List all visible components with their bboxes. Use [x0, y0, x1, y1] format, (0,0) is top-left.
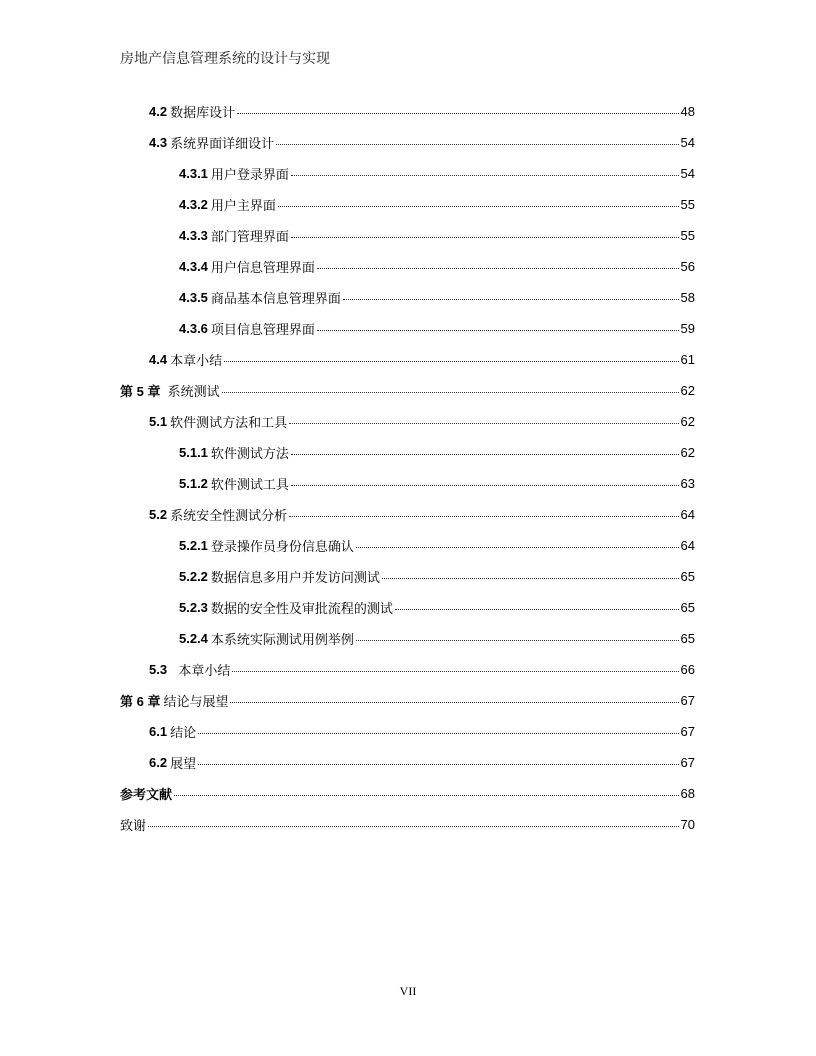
toc-entry-title: 用户主界面	[210, 199, 276, 214]
toc-entry[interactable]	[120, 437, 695, 468]
toc-entry-number: 第 6 章	[120, 694, 161, 709]
toc-entry-page: 56	[680, 259, 695, 274]
toc-entry[interactable]	[120, 561, 695, 592]
toc-entry-page: 64	[680, 507, 695, 522]
toc-entry-title: 数据的安全性及审批流程的测试	[210, 602, 393, 617]
dot-leader	[356, 640, 679, 641]
toc-entry-title: 商品基本信息管理界面	[210, 292, 341, 307]
toc-entry[interactable]	[120, 251, 695, 282]
toc-entry-page: 63	[680, 476, 695, 491]
toc-entry[interactable]	[120, 406, 695, 437]
dot-leader	[198, 733, 678, 734]
dot-leader	[317, 268, 679, 269]
dot-leader	[198, 764, 678, 765]
toc-entry-title: 软件测试方法和工具	[170, 416, 288, 431]
toc-entry[interactable]	[120, 747, 695, 778]
toc-entry-title: 展望	[170, 757, 197, 772]
toc-entry[interactable]	[120, 499, 695, 530]
toc-entry[interactable]	[120, 127, 695, 158]
toc-entry-number: 5.2.2	[179, 569, 208, 584]
toc-entry-title: 本章小结	[170, 664, 231, 679]
toc-entry-page: 64	[680, 538, 695, 553]
toc-entry-page: 65	[680, 631, 695, 646]
dot-leader	[291, 237, 679, 238]
toc-entry-page: 67	[680, 693, 695, 708]
toc-entry-title: 本系统实际测试用例举例	[210, 633, 354, 648]
toc-entry-title: 致谢	[120, 819, 147, 834]
dot-leader	[278, 206, 679, 207]
toc-entry-number: 5.2.4	[179, 631, 208, 646]
toc-entry-title: 系统界面详细设计	[170, 137, 275, 152]
toc-entry-number: 4.2	[149, 104, 168, 119]
toc-entry-title: 用户信息管理界面	[210, 261, 315, 276]
toc-entry-number: 4.3.4	[179, 259, 208, 274]
dot-leader	[289, 423, 678, 424]
dot-leader	[395, 609, 679, 610]
toc-entry-number: 5.1	[149, 414, 168, 429]
toc-entry[interactable]	[120, 468, 695, 499]
toc-entry-number: 4.4	[149, 352, 168, 367]
toc-entry-title: 用户登录界面	[210, 168, 289, 183]
dot-leader	[317, 330, 679, 331]
toc-entry[interactable]	[120, 623, 695, 654]
toc-entry[interactable]	[120, 685, 695, 716]
toc-entry-number: 5.2	[149, 507, 168, 522]
toc-entry-number: 4.3.1	[179, 166, 208, 181]
dot-leader	[230, 702, 678, 703]
toc-entry-title: 软件测试工具	[210, 478, 289, 493]
toc-entry-number: 4.3.3	[179, 228, 208, 243]
toc-entry-title: 参考文献	[120, 788, 173, 803]
toc-entry-number: 5.3	[149, 662, 168, 677]
toc-entry[interactable]	[120, 654, 695, 685]
toc-entry[interactable]	[120, 96, 695, 127]
toc-entry-page: 55	[680, 228, 695, 243]
toc-entry-number: 4.3	[149, 135, 168, 150]
toc-entry-number: 5.1.2	[179, 476, 208, 491]
dot-leader	[289, 516, 678, 517]
dot-leader	[382, 578, 679, 579]
toc-entry-number: 5.2.3	[179, 600, 208, 615]
toc-entry-title: 数据库设计	[170, 106, 236, 121]
toc-entry-title: 结论与展望	[163, 695, 229, 710]
toc-entry[interactable]	[120, 592, 695, 623]
toc-entry-title: 软件测试方法	[210, 447, 289, 462]
toc-entry[interactable]	[120, 778, 695, 809]
toc-entry-title: 项目信息管理界面	[210, 323, 315, 338]
toc-entry-page: 70	[680, 817, 695, 832]
dot-leader	[356, 547, 679, 548]
dot-leader	[291, 175, 679, 176]
dot-leader	[237, 113, 678, 114]
dot-leader	[174, 795, 679, 796]
dot-leader	[291, 454, 679, 455]
toc-entry-page: 67	[680, 724, 695, 739]
toc-entry-page: 61	[680, 352, 695, 367]
toc-entry-page: 62	[680, 383, 695, 398]
toc-entry-number: 5.1.1	[179, 445, 208, 460]
toc-entry[interactable]	[120, 220, 695, 251]
toc-entry[interactable]	[120, 716, 695, 747]
toc-entry[interactable]	[120, 313, 695, 344]
toc-entry-page: 48	[680, 104, 695, 119]
running-header: 房地产信息管理系统的设计与实现	[120, 51, 330, 67]
page-number: VII	[399, 984, 417, 998]
toc-entry-page: 68	[680, 786, 695, 801]
toc-entry-title: 登录操作员身份信息确认	[210, 540, 354, 555]
dot-leader	[291, 485, 679, 486]
toc-entry-page: 62	[680, 414, 695, 429]
dot-leader	[148, 826, 679, 827]
toc-entry-page: 55	[680, 197, 695, 212]
toc-entry-number: 6.2	[149, 755, 168, 770]
toc-entry-title: 本章小结	[170, 354, 223, 369]
toc-entry[interactable]	[120, 282, 695, 313]
toc-entry-title: 系统测试	[163, 385, 220, 400]
toc-entry[interactable]	[120, 375, 695, 406]
toc-entry-title: 结论	[170, 726, 197, 741]
dot-leader	[343, 299, 679, 300]
dot-leader	[224, 361, 678, 362]
toc-entry-page: 65	[680, 569, 695, 584]
toc-entry-number: 5.2.1	[179, 538, 208, 553]
toc-entry-page: 66	[680, 662, 695, 677]
toc-entry-number: 4.3.6	[179, 321, 208, 336]
table-of-contents	[120, 96, 695, 840]
toc-entry[interactable]	[120, 530, 695, 561]
dot-leader	[276, 144, 678, 145]
toc-entry-title: 部门管理界面	[210, 230, 289, 245]
dot-leader	[222, 392, 679, 393]
toc-entry-number: 第 5 章	[120, 384, 161, 399]
toc-entry-page: 62	[680, 445, 695, 460]
toc-entry-page: 58	[680, 290, 695, 305]
toc-entry-number: 4.3.5	[179, 290, 208, 305]
toc-entry-page: 59	[680, 321, 695, 336]
toc-entry-number: 4.3.2	[179, 197, 208, 212]
toc-entry[interactable]	[120, 809, 695, 840]
toc-entry[interactable]	[120, 344, 695, 375]
toc-entry-title: 系统安全性测试分析	[170, 509, 288, 524]
toc-entry-page: 67	[680, 755, 695, 770]
toc-entry-page: 54	[680, 166, 695, 181]
toc-entry[interactable]	[120, 158, 695, 189]
toc-entry-number: 6.1	[149, 724, 168, 739]
dot-leader	[232, 671, 678, 672]
toc-entry-page: 54	[680, 135, 695, 150]
toc-entry-title: 数据信息多用户并发访问测试	[210, 571, 380, 586]
toc-entry[interactable]	[120, 189, 695, 220]
toc-entry-page: 65	[680, 600, 695, 615]
